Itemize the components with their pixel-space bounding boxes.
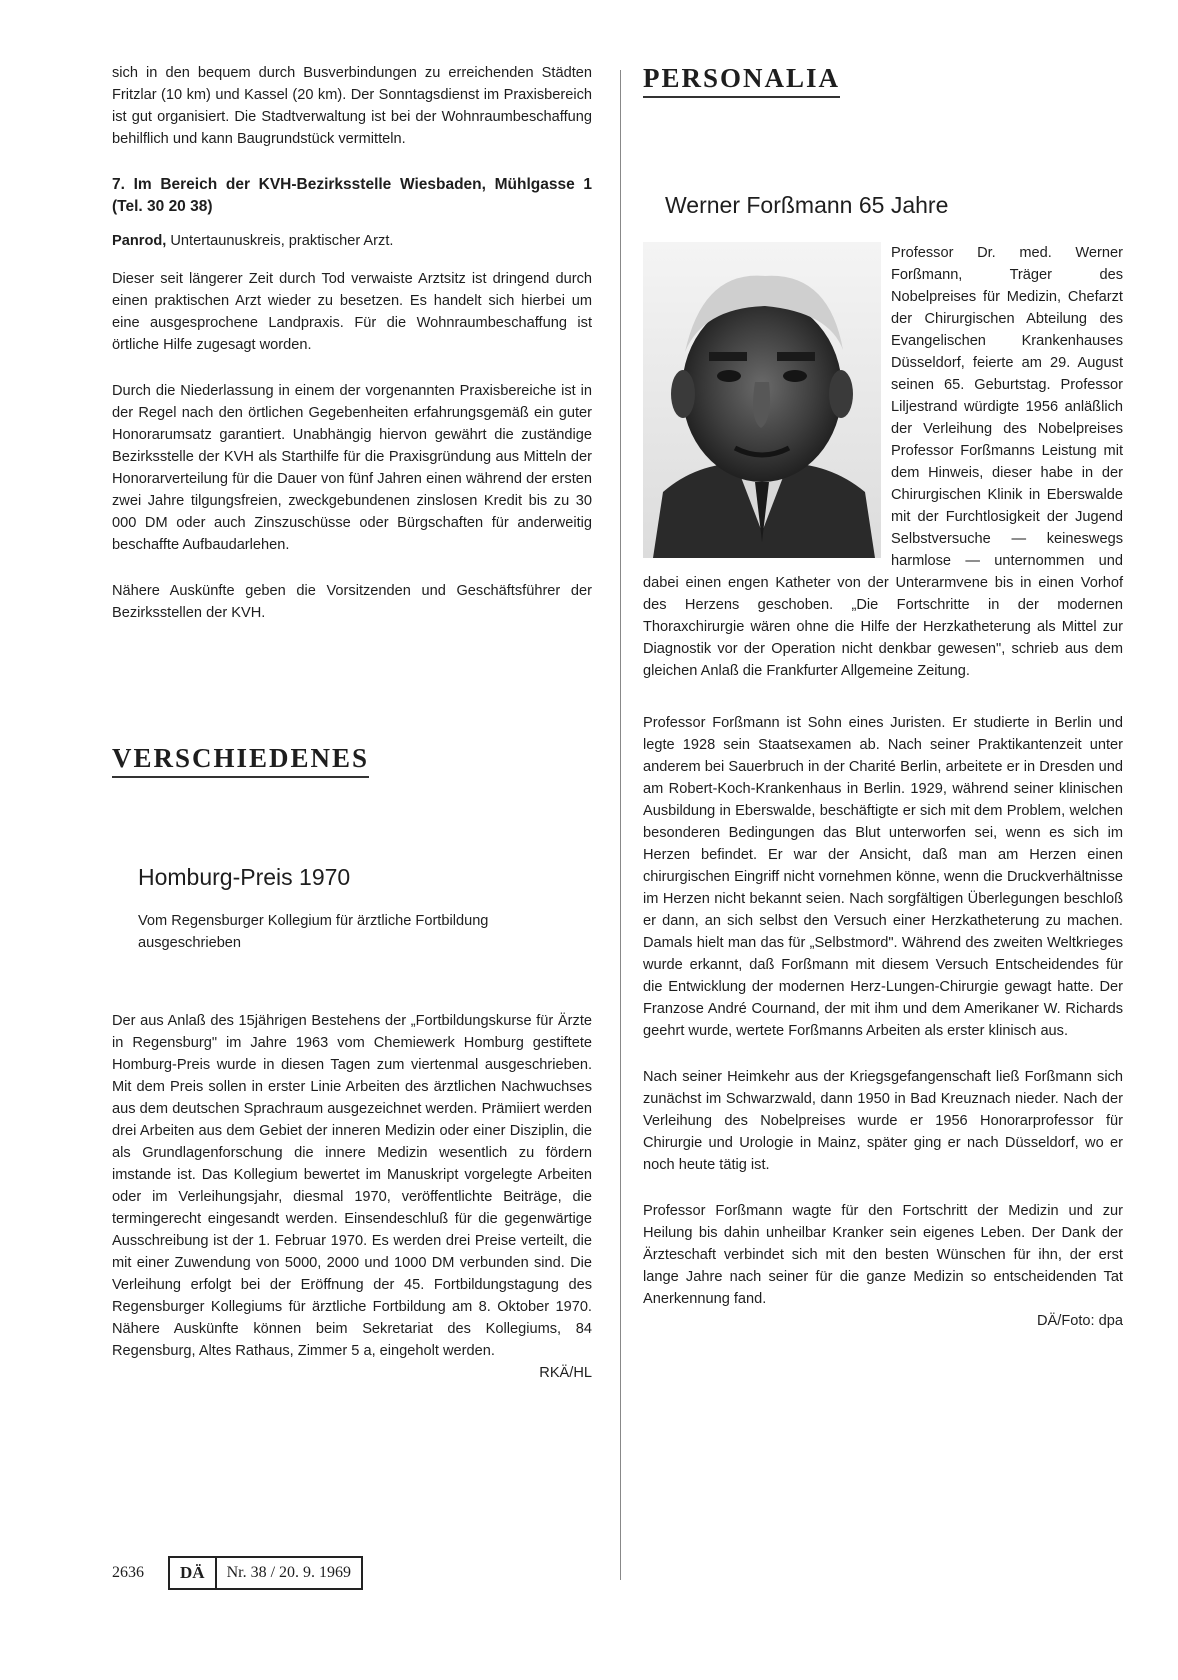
- issue-number: Nr. 38 / 20. 9. 1969: [226, 1564, 352, 1581]
- page-number: 2636: [112, 1564, 144, 1581]
- district-subhead: 7. Im Bereich der KVH-Bezirksstelle Wiesbaden, Mühlgasse 1 (Tel. 30 20 38): [112, 176, 592, 215]
- article-signature-right: DÄ/Foto: dpa: [1037, 1313, 1123, 1329]
- journal-mark: DÄ: [170, 1558, 217, 1588]
- section-title-personalia: PERSONALIA: [643, 62, 840, 98]
- article-title-homburg: Homburg-Preis 1970: [138, 864, 351, 890]
- location-detail: Untertaunuskreis, praktischer Arzt.: [166, 233, 394, 249]
- article-signature-row-right: [643, 1310, 1123, 1332]
- location-line: [112, 230, 592, 252]
- intro-paragraph: sich in den bequem durch Busverbindungen zu erreichenden Städten Fritzlar (10 km) und Kassel (20 km). Der Sonntagsdienst im Praxisbereich ist gut organisiert. Die Stadtverwaltung ist bei der Wohnraumbeschaffung behilflich und kann Baugrundstück vermitteln.: [112, 65, 592, 147]
- portrait-image: [643, 242, 881, 558]
- right-column: [643, 62, 1123, 1332]
- page-footer: [112, 1556, 363, 1590]
- paragraph-vacancy: Dieser seit längerer Zeit durch Tod verwaiste Arztsitz ist dringend durch einen praktischen Arzt wieder zu besetzen. Es handelt sich hierbei um eine ausgesprochene Landpraxis. Für die Wohnraumbeschaffung ist örtliche Hilfe zugesagt worden.: [112, 271, 592, 353]
- paragraph-birthday: Professor Dr. med. Werner Forßmann, Träger des Nobelpreises für Medizin, Chefarzt der Chirurgischen Abteilung des Evangelischen Krankenhauses Düsseldorf, feierte am 29. August seinen 65. Geburtstag. Professor Liljestrand würdigte 1956 anläßlich der Verleihung des Nobelpreises Professor Forßmanns Leistung mit dem Hinweis, dieser habe in der Chirurgischen Klinik in Eberswalde mit der Furchtlosigkeit der Jugend Selbstversuche — keineswegs harmlose — unternommen und dabei einen engen Katheter von der Unterarmvene bis in einen Vorhof des Herzens geschoben. „Die Fortschritte in der modernen Thoraxchirurgie wären ohne die Hilfe der Herzkatheterung als Mittel zur Diagnostik vor der Operation nicht denkbar gewesen", schrieb aus dem gleichen Anlaß die Frankfurter Allgemeine Zeitung.: [643, 245, 1123, 679]
- section-title-verschiedenes: VERSCHIEDENES: [112, 742, 369, 778]
- article-signature-row: [112, 1362, 592, 1384]
- column-divider: [620, 70, 621, 1580]
- article-lede: Vom Regensburger Kollegium für ärztliche Fortbildung ausgeschrieben: [138, 913, 489, 951]
- paragraph-incentives: Durch die Niederlassung in einem der vorgenannten Praxisbereiche ist in der Regel nach den örtlichen Gegebenheiten erfahrungsgemäß ein guter Honorarumsatz garantiert. Unabhängig hiervon gewährt die zuständige Bezirksstelle der KVH als Starthilfe für die Praxisgründung aus Mitteln der Honorarverteilung für die Dauer von fünf Jahren einen während der ersten zwei Jahre tilgungsfreien, zweckgebundenen zinslosen Kredit bis zu 30 000 DM oder auch Zinszuschüsse oder Bürgschaften für anderweitig beschaffte Aufbaudarlehen.: [112, 383, 592, 553]
- paragraph-career: Nach seiner Heimkehr aus der Kriegsgefangenschaft ließ Forßmann sich zunächst im Schwarzwald, dann 1950 in Bad Kreuznach nieder. Nach der Verleihung des Nobelpreises wurde er 1956 Honorarprofessor für Chirurgie und Urologie in Mainz, später ging er nach Düsseldorf, wo er noch heute tätig ist.: [643, 1069, 1123, 1173]
- portrait-photo: [643, 242, 881, 558]
- article-body-homburg: Der aus Anlaß des 15jährigen Bestehens der „Fortbildungskurse für Ärzte in Regensburg" im Jahre 1963 vom Chemiewerk Homburg gestiftete Homburg-Preis wurde in diesen Tagen zum viertenmal ausgeschrieben. Mit dem Preis sollen in erster Linie Arbeiten des ärztlichen Nachwuchses aus dem deutschen Sprachraum ausgezeichnet werden. Prämiiert werden drei Arbeiten aus dem Gebiet der inneren Medizin oder einer Disziplin, die als Grundlagenforschung die innere Medizin wesentlich zu fördern imstande ist. Das Kollegium bewertet im Manuskript vorgelegte Arbeiten oder im Verleihungsjahr, diesmal 1970, veröffentlichte Beiträge, die termingerecht eingesandt werden. Einsendeschluß für die gegenwärtige Ausschreibung ist der 1. Februar 1970. Es werden drei Preise verteilt, die mit einer Zuwendung von 5000, 2000 und 1000 DM verbunden sind. Die Verleihung erfolgt bei der Eröffnung der 45. Fortbildungstagung des Regensburger Kollegiums für ärztliche Fortbildung am 8. Oktober 1970. Nähere Auskünfte können beim Sekretariat des Kollegiums, 84 Regensburg, Altes Rathaus, Zimmer 5 a, eingeholt werden.: [112, 1013, 592, 1359]
- left-column: [112, 62, 592, 1384]
- paragraph-contact: Nähere Auskünfte geben die Vorsitzenden und Geschäftsführer der Bezirksstellen der KVH.: [112, 583, 592, 621]
- paragraph-biography: Professor Forßmann ist Sohn eines Juristen. Er studierte in Berlin und legte 1928 sein Staatsexamen ab. Nach seiner Praktikantenzeit unter anderem bei Sauerbruch in der Charité Berlin, arbeitete er in Dresden und am Robert-Koch-Krankenhaus in Berlin. 1929, während seiner klinischen Ausbildung in Eberswalde, beschäftigte er sich mit dem Problem, welchen besonderen Bedingungen das Blut unterworfen sei, wenn es sich im Herzen befindet. Er war der Ansicht, daß man am Herzen einen chirurgischen Eingriff nicht vornehmen könne, wenn die Druckverhältnisse im Herzen nicht bekannt seien. Nach sorgfältigen Überlegungen beschloß er dann, an sich selbst den Versuch einer Herzkatheterung zu machen. Damals hielt man das für „Selbstmord". Während des zweiten Weltkrieges wurde erkannt, daß Forßmann mit diesem Versuch Entscheidendes für die Entwicklung der modernen Herz-Lungen-Chirurgie gewagt hatte. Der Franzose André Cournand, der mit ihm und dem Amerikaner W. Richards geehrt wurde, wertete Forßmanns Arbeiten als erster klinisch aus.: [643, 715, 1123, 1039]
- issue-box: [168, 1556, 363, 1590]
- paragraph-tribute: Professor Forßmann wagte für den Fortschritt der Medizin und zur Heilung bis dahin unheilbar Kranker sein eigenes Leben. Der Dank der Ärzteschaft verbindet sich mit den besten Wünschen für ihn, der erst lange Jahre nach seiner für die ganze Medizin so entscheidenden Tat Anerkennung fand.: [643, 1203, 1123, 1307]
- location-name: Panrod,: [112, 233, 167, 249]
- article-signature: RKÄ/HL: [539, 1365, 592, 1381]
- article-title-forssmann: Werner Forßmann 65 Jahre: [665, 192, 949, 218]
